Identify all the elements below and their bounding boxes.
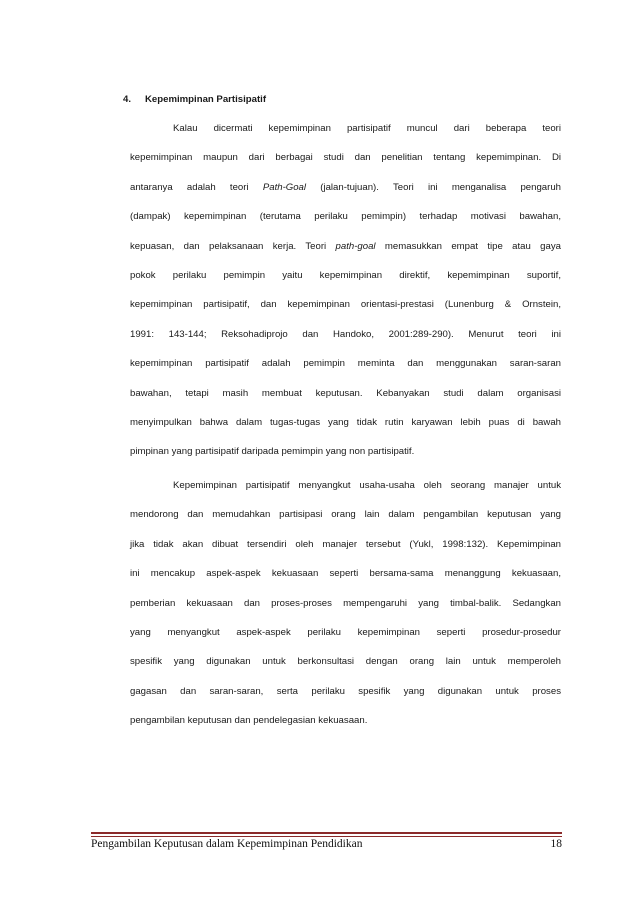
text-line: (dampak) kepemimpinan (terutama perilaku pemimpin) terhadap motivasi bawahan, [130,211,561,223]
text-line: kepemimpinan maupun dari berbagai studi dan penelitian tentang kepemimpinan. Di [130,152,561,164]
text-segment: kepuasan, dan pelaksanaan kerja. Teori [130,240,336,252]
text-line: kepemimpinan partisipatif, dan kepemimpinan orientasi-prestasi (Lunenburg & Ornstein, [130,299,561,311]
text-line: pokok perilaku pemimpin yaitu kepemimpinan direktif, kepemimpinan suportif, [130,269,561,281]
page-footer [91,838,562,850]
text-line [130,173,561,202]
italic-term: Path-Goal [262,181,307,193]
section-title: Kepemimpinan Partisipatif [145,94,267,105]
text-segment: antaranya adalah teori [130,181,263,193]
text-line: Kepemimpinan partisipatif menyangkut usaha-usaha oleh seorang manajer untuk [173,480,561,491]
paragraph-2 [130,471,561,736]
text-line: gagasan dan saran-saran, serta perilaku spesifik yang digunakan untuk proses [130,685,561,697]
text-line: kepemimpinan partisipatif adalah pemimpin meminta dan menggunakan saran-saran [130,358,561,370]
text-line: spesifik yang digunakan untuk berkonsultasi dengan orang lain untuk memperoleh [130,656,561,668]
text-line: Kalau dicermati kepemimpinan partisipatif muncul dari beberapa teori [173,123,561,134]
text-line: ini mencakup aspek-aspek kekuasaan seperti bersama-sama menanggung kekuasaan, [130,568,561,580]
paragraph-1 [130,114,561,467]
text-line: pemberian kekuasaan dan proses-proses mempengaruhi yang timbal-balik. Sedangkan [130,597,561,609]
section-number: 4. [123,94,132,105]
text-segment: memasukkan empat tipe atau gaya [375,240,561,252]
text-line: mendorong dan memudahkan partisipasi orang lain dalam pengambilan keputusan yang [130,509,561,521]
page-number: 18 [550,838,562,850]
text-line: jika tidak akan dibuat tersendiri oleh manajer tersebut (Yukl, 1998:132). Kepemimpinan [130,538,561,550]
text-line: menyimpulkan bahwa dalam tugas-tugas yang tidak rutin karyawan lebih puas di bawah [130,416,561,428]
italic-term: path-goal [335,240,376,252]
text-line: pimpinan yang partisipatif daripada pemimpin yang non partisipatif. [130,446,415,458]
text-line [130,232,561,261]
footer-rule [91,832,562,837]
text-segment: (jalan-tujuan). Teori ini menganalisa pengaruh [306,181,561,193]
section-heading [123,94,266,105]
footer-title: Pengambilan Keputusan dalam Kepemimpinan Pendidikan [91,838,363,850]
text-line: 1991: 143-144; Reksohadiprojo dan Handoko, 2001:289-290). Menurut teori ini [130,328,561,340]
text-line: pengambilan keputusan dan pendelegasian kekuasaan. [130,715,368,727]
text-line: bawahan, tetapi masih membuat keputusan. Kebanyakan studi dalam organisasi [130,387,561,399]
text-line: yang menyangkut aspek-aspek perilaku kepemimpinan seperti prosedur-prosedur [130,626,561,638]
